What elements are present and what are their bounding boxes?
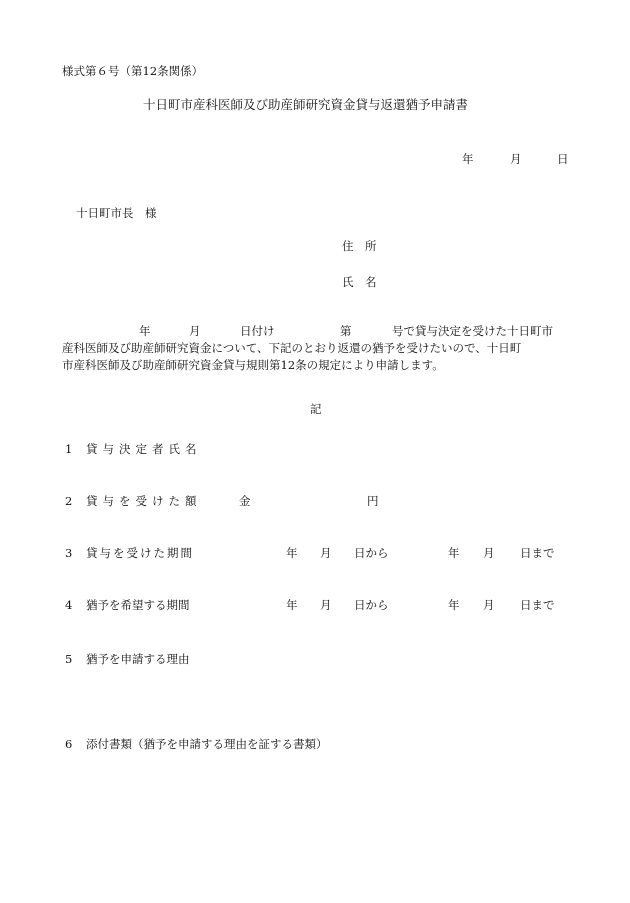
to-day-label: 日まで [520,546,555,560]
name-label: 氏 名 [342,275,377,289]
item-number: 1 [65,442,73,456]
from-year-label: 年 [286,598,298,612]
to-day-label: 日まで [520,598,555,612]
item-number: 6 [65,737,73,751]
to-year-label: 年 [448,598,460,612]
from-day-label: 日から [354,598,389,612]
item-number: 3 [65,546,73,560]
item-label-loan-period: 貸与を受けた期間 [86,546,194,560]
item-number: 4 [65,598,73,612]
document-title: 十日町市産科医師及び助産師研究資金貸与返還猶予申請書 [143,97,469,112]
item-label-deferral-period: 猶予を希望する期間 [86,598,190,612]
kin-label: 金 [239,494,251,508]
body-line1-rest: 号で貸与決定を受けた十日町市 [392,324,553,338]
body-line2: 産科医師及び助産師研究資金について、下記のとおり返還の猶予を受けたいので、十日町 [62,341,522,355]
from-day-label: 日から [354,546,389,560]
date-day-label: 日 [557,152,569,166]
body-day-dated-label: 日付け [240,324,275,338]
to-month-label: 月 [483,546,495,560]
body-line3: 市産科医師及び助産師研究資金貸与規則第12条の規定により申請します。 [62,358,444,372]
form-number: 様式第６号（第12条関係） [62,64,204,78]
to-month-label: 月 [483,598,495,612]
body-year-label: 年 [139,324,151,338]
body-dai-label: 第 [340,324,352,338]
item-number: 2 [65,494,73,508]
date-year-label: 年 [462,152,474,166]
item-number: 5 [65,652,73,666]
item-label-loan-amount: 貸与を受けた額 [86,494,202,508]
addressee: 十日町市長 様 [76,206,157,220]
item-label-deferral-reason: 猶予を申請する理由 [86,652,190,666]
from-year-label: 年 [286,546,298,560]
to-year-label: 年 [448,546,460,560]
from-month-label: 月 [320,546,332,560]
date-month-label: 月 [510,152,522,166]
item-label-attachments: 添付書類（猶予を申請する理由を証する書類） [86,737,328,751]
address-label: 住 所 [342,239,377,253]
item-label-loan-recipient-name: 貸与決定者氏名 [86,442,202,456]
body-month-label: 月 [189,324,201,338]
yen-label: 円 [367,494,379,508]
from-month-label: 月 [320,598,332,612]
ki-label: 記 [310,402,322,416]
